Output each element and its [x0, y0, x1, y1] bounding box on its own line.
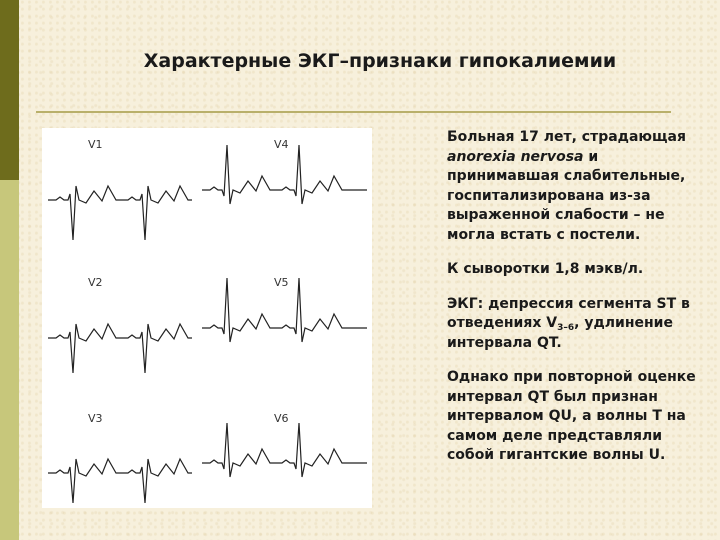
ecg-trace-v4 [202, 145, 367, 204]
lead-label-v6: V6 [274, 412, 289, 425]
ecg-trace-v6 [202, 423, 367, 477]
ecg-trace-v1 [48, 186, 192, 240]
lead-label-v3: V3 [88, 412, 103, 425]
paragraph-reassessment: Однако при повторной оценке интервал QT был признан интервалом QU, а волны T на самом деле представляли собой гигантские волны U. [447, 369, 696, 463]
accent-bar-top [0, 0, 19, 180]
case-description [447, 128, 709, 481]
lead-label-v2: V2 [88, 276, 103, 289]
ecg-trace-v3 [48, 459, 192, 503]
paragraph-patient [447, 128, 709, 245]
accent-bar-bottom [0, 180, 19, 540]
lead-label-v1: V1 [88, 138, 103, 151]
title-divider [36, 111, 671, 113]
slide-title: Характерные ЭКГ–признаки гипокалиемии [143, 50, 617, 72]
paragraph-potassium: К сыворотки 1,8 мэкв/л. [447, 261, 644, 277]
patient-text-b: и принимавшая слабительные, госпитализирована из-за выраженной слабости – не могла встать с постели. [447, 148, 686, 243]
lead-label-v4: V4 [274, 138, 289, 151]
ecg-text-a: ЭКГ: депрессия сегмента ST в отведениях V [447, 295, 690, 331]
patient-text-italic: anorexia nervosa [447, 148, 584, 165]
ecg-text-sub: 3–6 [557, 323, 575, 333]
ecg-image [42, 128, 372, 508]
lead-label-v5: V5 [274, 276, 289, 289]
ecg-text-b: , удлинение интервала QT. [447, 315, 673, 351]
ecg-trace-v2 [48, 324, 192, 373]
ecg-traces [42, 128, 372, 508]
paragraph-ecg [447, 295, 709, 354]
patient-text-a: Больная 17 лет, страдающая [447, 129, 686, 145]
